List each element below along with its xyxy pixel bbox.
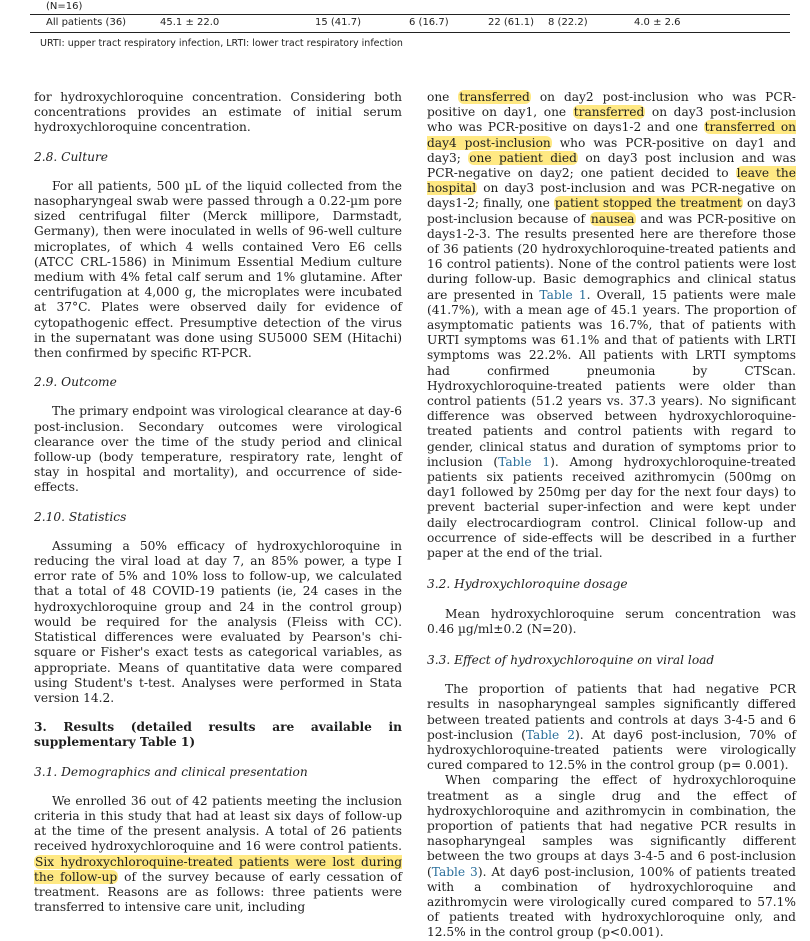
highlight-transferred: transferred	[459, 90, 530, 104]
paragraph-culture: For all patients, 500 µL of the liquid collected from the nasopharyngeal swab were passed through a 0.22-µm pore sized centrifugal filter (Merck millipore, Darmstadt, Germany), then were inoculated in wells of 96-well culture microplates, of which 4 wells contained Vero E6 cells (ATCC CRL-1586) in Minimum Essential Medium culture medium with 4% fetal calf serum and 1% glutamine. After centrifugation at 4,000 g, the microplates were incubated at 37°C. Plates were observed daily for evidence of cytopathogenic effect. Presumptive detection of the virus in the supernatant was done using SU5000 SEM (Hitachi) then confirmed by specific RT-PCR.	[34, 178, 402, 361]
highlight-patient-died: one patient died	[469, 150, 577, 165]
highlight-transferred: transferred	[573, 105, 645, 120]
text-run: The proportion of patients that had negative PCR results in nasopharyngeal samples significantly differed between treated patients and controls at days 3-4-5 and 6 post-inclusion (	[427, 682, 796, 742]
heading-results: 3. Results (detailed results are available in supplementary Table 1)	[34, 720, 402, 750]
text-run: on day3 post-inclusion and was PCR-negative on days1-2; finally, one	[427, 181, 797, 211]
paragraph-demographics	[34, 794, 402, 916]
table-cell: 45.1 ± 22.0	[160, 17, 220, 28]
text-run: ). Among hydroxychloroquine-treated patients six patients received azithromycin (500mg on day1 followed by 250mg per day for the next four days) to prevent bacterial super-infection and were kept under daily electrocardiogram control. Clinical follow-up and occurrence of side-effects will be described in a further paper at the end of the trial.	[427, 454, 796, 561]
right-column	[427, 90, 796, 941]
table-continuation	[30, 0, 790, 56]
highlight-lost-patients: Six hydroxychloroquine-treated patients were lost during the follow-up	[34, 854, 402, 884]
table-3-link[interactable]: Table 3	[431, 864, 478, 879]
text-run: on day3 post-inclusion because of	[427, 196, 796, 226]
paragraph-lost-reasons	[427, 90, 796, 561]
heading-culture: 2.8. Culture	[34, 149, 108, 164]
table-cell: All patients (36)	[46, 17, 127, 28]
heading-viral-load: 3.3. Effect of hydroxychloroquine on viral load	[427, 652, 715, 667]
highlight-transferred-day4: transferred on day4 post-inclusion	[427, 120, 797, 150]
text-run: ). At day6 post-inclusion, 100% of patients treated with a combination of hydroxychloroquine and azithromycin were virologically cured compared to 57.1% of patients treated with hydroxychloroquine only, and 12.5% in the control group (p<0.001).	[427, 864, 796, 940]
text-run: When comparing the effect of hydroxychloroquine treatment as a single drug and the effect of hydroxychloroquine and azithromycin in combination, the proportion of patients that had negative PCR results in nasopharyngeal samples was significantly different between the two groups at days 3-4-5 and 6 post-inclusion (	[427, 773, 796, 879]
highlight-stopped-treatment: patient stopped the treatment	[554, 196, 742, 211]
text-run: on day3 post-inclusion who was PCR-positive on days1-2 and one	[427, 105, 797, 135]
table-2-link[interactable]: Table 2	[525, 727, 576, 742]
text-run: and was PCR-positive on days1-2-3. The results presented here are therefore those of 36 patients (20 hydroxychloroquine-treated patients and 16 control patients). None of the control patients were lost during follow-up. Basic demographics and clinical status are presented in	[427, 211, 797, 302]
left-column	[34, 90, 402, 915]
table-cell: 15 (41.7)	[315, 17, 361, 28]
table-1-link[interactable]: Table 1	[498, 454, 551, 469]
heading-statistics: 2.10. Statistics	[34, 509, 127, 524]
table-cell: 22 (61.1)	[488, 17, 534, 28]
text-run: ). At day6 post-inclusion, 70% of hydroxychloroquine-treated patients were virologically cured compared to 12.5% in the control group (p= 0.001).	[427, 727, 796, 773]
paragraph-dosage: Mean hydroxychloroquine serum concentration was 0.46 µg/ml±0.2 (N=20).	[427, 606, 796, 636]
paragraph-statistics: Assuming a 50% efficacy of hydroxychloroquine in reducing the viral load at day 7, an 85% power, a type I error rate of 5% and 10% loss to follow-up, we calculated that a total of 48 COVID-19 patients (ie, 24 cases in the hydroxychloroquine group and 24 in the control group) would be required for the analysis (Fleiss with CC). Statistical differences were evaluated by Pearson's chi-square or Fisher's exact tests as categorical variables, as appropriate. Means of quantitative data were compared using Student's t-test. Analyses were performed in Stata version 14.2.	[34, 538, 402, 705]
table-footnote: URTI: upper tract respiratory infection, LRTI: lower tract respiratory infection	[40, 38, 403, 49]
text-run: of the survey because of early cessation of treatment. Reasons are as follows: three patients were transferred to intensive care unit, including	[34, 869, 402, 915]
text-run: who was PCR-positive on day1 and day3;	[427, 135, 796, 165]
heading-demographics: 3.1. Demographics and clinical presentation	[34, 764, 308, 779]
highlight-nausea: nausea	[590, 211, 635, 226]
heading-dosage: 3.2. Hydroxychloroquine dosage	[427, 577, 628, 592]
table-rule	[30, 32, 790, 33]
text-run: one	[427, 90, 450, 104]
paragraph-combination	[427, 773, 796, 940]
highlight-leave-hospital: leave the hospital	[427, 166, 796, 196]
table-cell: 6 (16.7)	[409, 17, 449, 28]
heading-outcome: 2.9. Outcome	[34, 375, 117, 390]
table-cell: 8 (22.2)	[548, 17, 588, 28]
text-run: We enrolled 36 out of 42 patients meeting the inclusion criteria in this study that had at least six days of follow-up at the time of the present analysis. A total of 26 patients received hydroxychloroquine and 16 were control patients.	[34, 793, 402, 854]
group-size-label: (N=16)	[46, 1, 83, 12]
text-run: on day2 post-inclusion who was PCR-positive on day1, one	[427, 90, 796, 120]
paragraph-viral-load	[427, 682, 796, 773]
table-rule	[30, 14, 790, 15]
table-1-link[interactable]: Table 1	[539, 287, 587, 302]
paragraph-outcome: The primary endpoint was virological clearance at day-6 post-inclusion. Secondary outcomes were virological clearance over the time of the study period and clinical follow-up (body temperature, respiratory rate, lenght of stay in hospital and mortality), and occurrence of side-effects.	[34, 404, 402, 495]
table-cell: 4.0 ± 2.6	[634, 17, 681, 28]
text-run: . Overall, 15 patients were male (41.7%), with a mean age of 45.1 years. The proportion of asymptomatic patients was 16.7%, that of patients with URTI symptoms was 61.1% and that of patients with LRTI symptoms was 22.2%. All patients with LRTI symptoms had confirmed pneumonia by CTScan. Hydroxychloroquine-treated patients were older than control patients (51.2 years vs. 37.3 years). No significant difference was observed between hydroxychloroquine-treated patients and control patients with regard to gender, clinical status and duration of symptoms prior to inclusion (	[427, 287, 797, 469]
text-run: on day3 post inclusion and was PCR-negative on day2; one patient decided to	[427, 150, 796, 181]
paragraph-intro: for hydroxychloroquine concentration. Considering both concentrations provides an estimate of initial serum hydroxychloroquine concentration.	[34, 90, 402, 135]
